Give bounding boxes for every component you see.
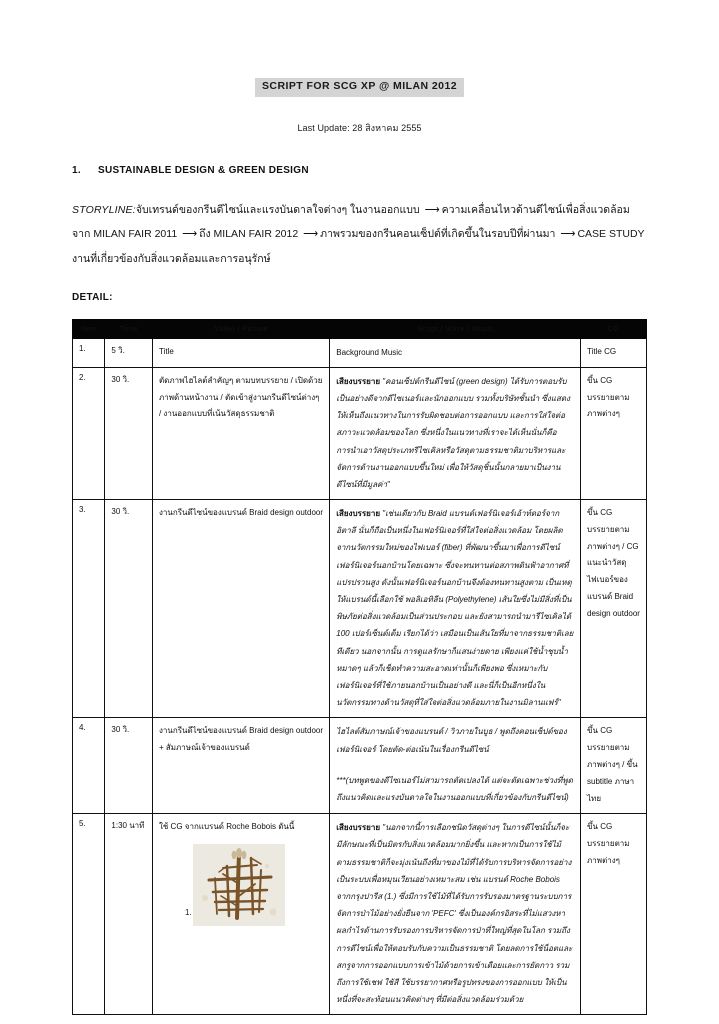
cell-item: 1. <box>73 338 105 367</box>
storyline-part-1: จับเทรนด์ของกรีนดีไซน์และแรงบันดาลใจต่างๆ ในงานออกแบบ <box>135 203 420 216</box>
cell-time: 1:30 นาที <box>105 814 153 1015</box>
arrow-icon-4: ⟶ <box>560 228 576 241</box>
arrow-icon-3: ⟶ <box>303 228 319 241</box>
table-row <box>73 718 647 814</box>
column-header-time: Time <box>105 319 153 338</box>
script-body: "เช่นเดียวกับ Braid แบรนด์เฟอร์นิเจอร์เอ้าท์ดอร์จากอิตาลี นั่นก็ถือเป็นหนึ่งในเฟอร์นิเจอร์ที่ใส่ใจต่อสิ่งแวดล้อม โดยผลิตจากนวัตกรรมใหม่ของไฟเบอร์ (fiber) ที่พัฒนาขึ้นมาเพื่อการดีไซน์เฟอร์นิเจอร์นอกบ้านโดยเฉพาะ ซึ่งจะทนทานต่อสภาพดินฟ้าอากาศที่แปรปรวนสูง ดังนั้นเฟอร์นิเจอร์นอกบ้านจึงต้องทนทานสูงตาม เป็นเหตุให้แบรนด์นี้เลือกใช้ พอลิเอทิลีน (Polyethylene) เส้นใยซึ่งไม่มีสิ่งที่เป็นพิษภัยต่อสิ่งแวดล้อมเป็นส่วนประกอบ และยังสามารถนำมารีไซเคิลได้ 100 เปอร์เซ็นต์เต็ม เรียกได้ว่า เสมือนเป็นเส้นใยที่มาจากธรรมชาติเลยทีเดียว นอกจากนั้น การดูแลรักษาก็แสนง่ายดาย เพียงแค่ใช้น้ำชุบน้ำหมาดๆ แล้วก็เช็ดทำความสะอาดเท่านั้นก็เพียงพอ ซึ่งเหมาะกับเฟอร์นิเจอร์ที่ใช้ภายนอกบ้านเป็นอย่างดี และนี่ก็เป็นอีกหนึ่งในนวัตกรรมทางด้านวัสดุที่ใส่ใจต่อสิ่งแวดล้อมภายในงานมิลานแฟร์" <box>336 509 574 708</box>
cell-cg: ขึ้น CG บรรยายตามภาพต่างๆ / CG แนะนำวัสดุไฟเบอร์ของแบรนด์ Braid design outdoor <box>581 500 647 718</box>
cell-video: ตัดภาพไฮไลต์สำคัญๆ ตามบทบรรยาย / เปิดด้วยภาพด้านหน้างาน / ตัดเข้าสู่งานกรีนดีไซน์ต่างๆ / งานออกแบบที่เน้นวัสดุธรรมชาติ <box>152 367 329 499</box>
storyline-part-2: ความเคลื่อนไหวด้านดีไซน์เพื่อสิ่งแวดล้อมจาก MILAN FAIR 2011 <box>72 203 630 241</box>
branch-shelf-image <box>193 844 285 926</box>
cell-time: 30 วิ. <box>105 718 153 814</box>
table-header <box>73 319 647 338</box>
cell-cg: Title CG <box>581 338 647 367</box>
cell-script <box>330 718 581 814</box>
script-note: ***(บทพูดของดีไซเนอร์ไม่สามารถตัดเปลงได้ แต่จะตัดเฉพาะช่วงที่พูดถึงแนวคิดและแรงบันดาลใจในงานออกแบบที่เกี่ยวข้องกับกรีนดีไซน์) <box>336 775 573 802</box>
reference-image-container <box>159 844 323 926</box>
document-title-container <box>72 76 647 97</box>
spacer <box>336 758 574 772</box>
table-row <box>73 367 647 499</box>
cell-script <box>330 814 581 1015</box>
column-header-video: Video / Picture <box>152 319 329 338</box>
cell-cg: ขึ้น CG บรรยายตามภาพต่างๆ / ขึ้น subtitle ภาษาไทย <box>581 718 647 814</box>
cell-item: 3. <box>73 500 105 718</box>
arrow-icon-2: ⟶ <box>182 228 198 241</box>
cell-time: 5 วิ. <box>105 338 153 367</box>
table-row <box>73 500 647 718</box>
image-caption: 1. <box>184 908 192 918</box>
table-header-row <box>73 319 647 338</box>
storyline-paragraph <box>72 198 647 272</box>
cell-item: 5. <box>73 814 105 1015</box>
cell-time: 30 วิ. <box>105 500 153 718</box>
script-lead: เสียงบรรยาย <box>336 823 380 833</box>
storyline-part-5: CASE STUDY งานที่เกี่ยวข้องกับสิ่งแวดล้อมและการอนุรักษ์ <box>72 228 645 265</box>
page-title: SCRIPT FOR SCG XP @ MILAN 2012 <box>255 78 464 97</box>
column-header-item: Item <box>73 319 105 338</box>
branch-shelf-illustration <box>193 844 285 926</box>
script-lead: เสียงบรรยาย <box>336 376 380 386</box>
cell-time: 30 วิ. <box>105 367 153 499</box>
section-number: 1. <box>72 164 81 176</box>
storyline-part-4: ภาพรวมของกรีนคอนเซ็ปต์ที่เกิดขึ้นในรอบปีที่ผ่านมา <box>320 228 556 241</box>
table-row <box>73 338 647 367</box>
cell-video: งานกรีนดีไซน์ของแบรนด์ Braid design outdoor + สัมภาษณ์เจ้าของแบรนด์ <box>152 718 329 814</box>
cell-item: 2. <box>73 367 105 499</box>
script-lead: เสียงบรรยาย <box>336 509 380 519</box>
cell-video: Title <box>152 338 329 367</box>
cell-script <box>330 500 581 718</box>
detail-label: DETAIL: <box>72 291 113 303</box>
section-heading <box>72 165 647 176</box>
column-header-script: Script / Voice / Music <box>330 319 581 338</box>
table-body <box>73 338 647 1015</box>
column-header-cg: CG <box>581 319 647 338</box>
storyline-label-text: STORYLINE: <box>72 203 136 216</box>
script-body: "นอกจากนี้การเลือกชนิดวัสดุต่างๆ ในการดีไซน์นั้นก็จะมีลักษณะที่เป็นมิตรกับสิ่งแวดล้อมมากยิ่งขึ้น และหากเป็นการใช้ไม้ตามธรรมชาติก็จะมุ่งเน้นถึงที่มาของไม้ที่ได้รับการบริหารจัดการอย่างเป็นระบบเพื่อหมุนเวียนอย่างเหมาะสม เช่น แบรนด์ Roche Bobois จากกรุงปารีส (1.) ซึ่งมีการใช้ไม้ที่ได้รับการรับรองมาตรฐานระบบการจัดการป่าไม้อย่างยั่งยืนจาก 'PEFC' ซึ่งเป็นองค์กรอิสระที่ไม่แสวงหาผลกำไรด้านการรับรองการบริหารจัดการป่าที่ใหญ่ที่สุดในโลก รวมถึงการดีไซน์เพื่อให้ตอบรับกับความเป็นธรรมชาติ โดยลดการใช้น็อตและสกรูจากการออกแบบการเข้าไม้ด้วยการเข้าเดือยและการยัดกาว รวมถึงการใช้เชฟ ใช้สี ใช้บรรยากาศหรือรูปทรงของการออกแบบ ให้เป็นหนึ่งที่จะสะท้อนแนวคิดต่างๆ ที่มีต่อสิ่งแวดล้อมร่วมด้วย <box>336 823 573 1005</box>
table-row <box>73 814 647 1015</box>
cell-cg: ขึ้น CG บรรยายตามภาพต่างๆ <box>581 814 647 1015</box>
section-title: SUSTAINABLE DESIGN & GREEN DESIGN <box>98 164 309 176</box>
cell-item: 4. <box>73 718 105 814</box>
cell-cg: ขึ้น CG บรรยายตามภาพต่างๆ <box>581 367 647 499</box>
cell-video-text: ใช้ CG จากแบรนด์ Roche Bobois ดันนี้ <box>158 822 295 832</box>
script-body: ไฮไลต์สัมภาษณ์เจ้าของแบรนด์ / วิวภายในบูธ / พูดถึงคอนเซ็ปต์ของเฟอร์นิเจอร์ โดยตัด-ต่อเน้นในเรื่องกรีนดีไซน์ <box>336 727 567 754</box>
cell-script: Background Music <box>330 338 581 367</box>
cell-video <box>152 814 329 1015</box>
storyline-part-3: ถึง MILAN FAIR 2012 <box>199 228 299 241</box>
cell-video: งานกรีนดีไซน์ของแบรนด์ Braid design outdoor <box>152 500 329 718</box>
last-update-line: Last Update: 28 สิงหาคม 2555 <box>297 122 422 133</box>
cell-script <box>330 367 581 499</box>
script-table <box>72 319 647 1016</box>
script-body: "คอนเซ็ปต์กรีนดีไซน์ (green design) ได้รับการตอบรับเป็นอย่างดีจากดีไซเนอร์และนักออกแบบ รวมทั้งบริษัทชั้นนำ ซึ่งแสดงให้เห็นถึงแนวทางในการรับผิดชอบต่อการออกแบบ และการใส่ใจต่อสภาวะแวดล้อมของโลก ซึ่งหนึ่งในแนวทางที่เราจะได้เห็นนั่นก็คือ การนำเอาวัสดุประเภทรีไซเคิลหรือวัสดุตามธรรมชาติมาบริหารและจัดการด้านงานออกแบบขึ้นใหม่ เพื่อให้วัสดุชิ้นนั้นกลายมาเป็นงานดีไซน์ที่มีมูลค่า" <box>336 376 570 489</box>
arrow-icon-1: ⟶ <box>424 203 440 216</box>
